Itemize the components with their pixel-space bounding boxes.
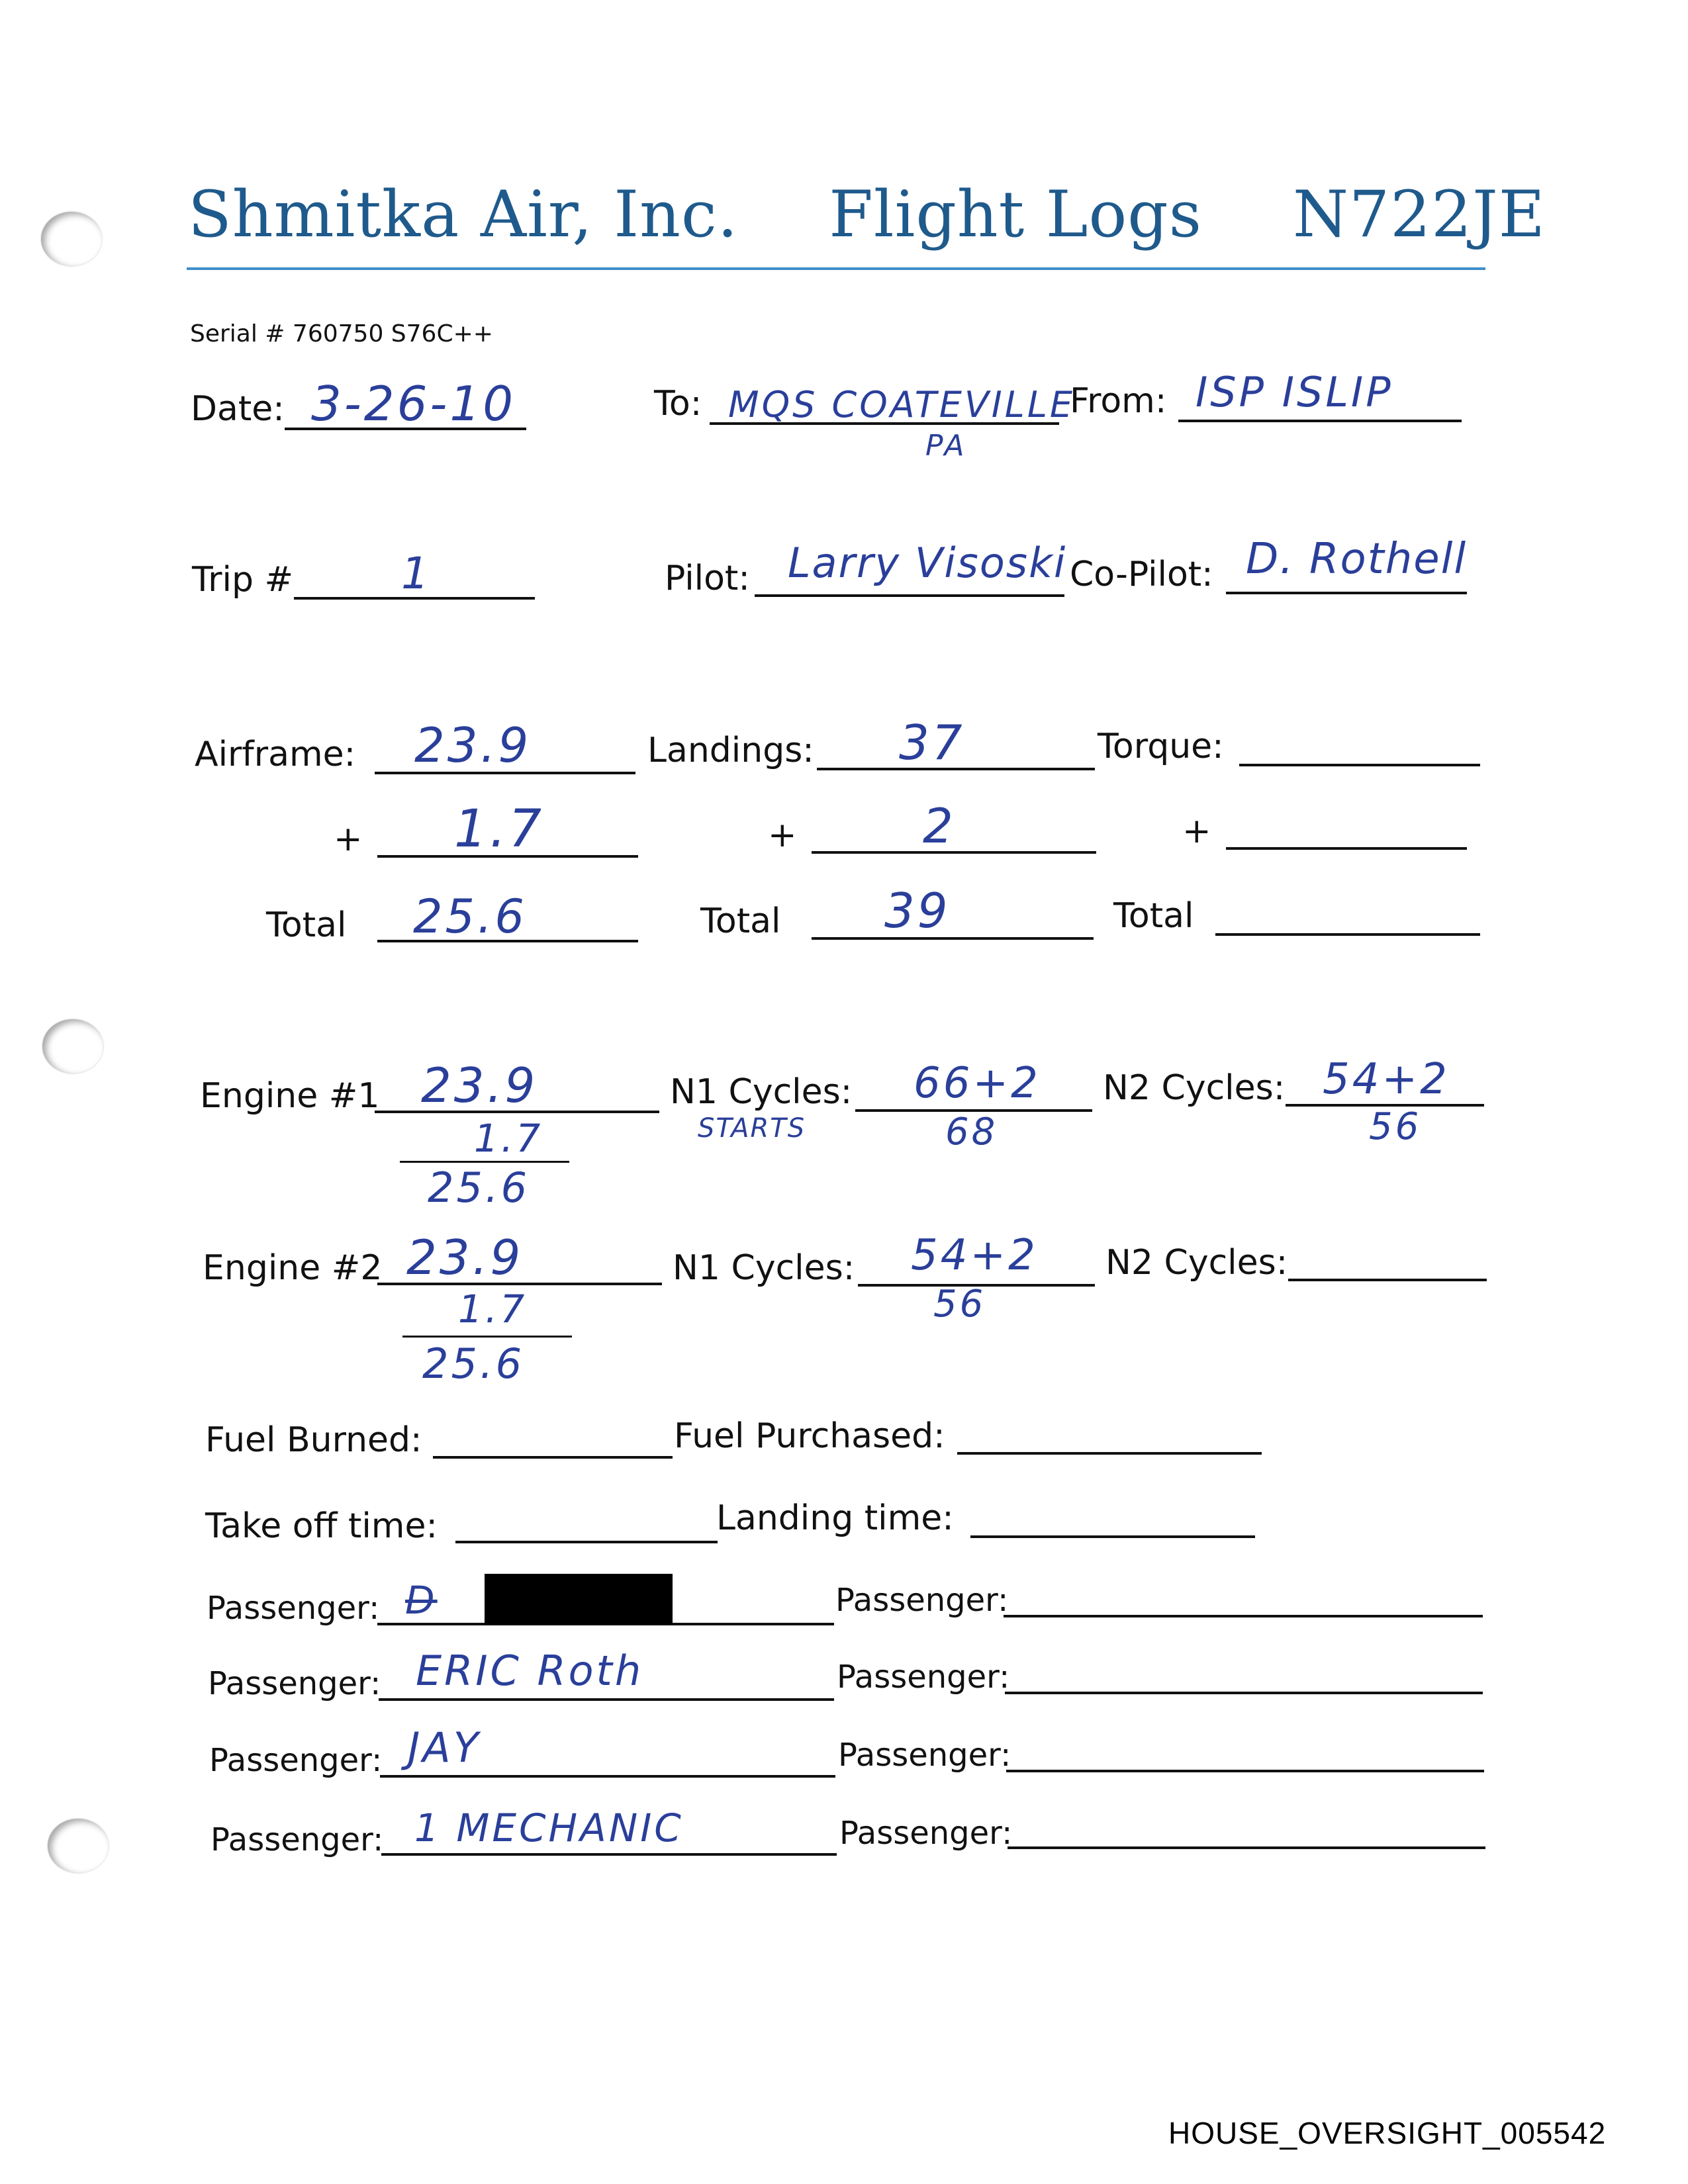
fuel-purchased-label: Fuel Purchased:	[674, 1416, 945, 1456]
engine1-sum-line	[400, 1161, 569, 1163]
airframe-value: 23.9	[414, 717, 532, 773]
engine1-total-value: 25.6	[428, 1163, 530, 1212]
torque-plus-line	[1226, 847, 1467, 850]
passenger-3-label: Passenger:	[209, 1742, 383, 1779]
passenger-4-line	[381, 1853, 837, 1856]
from-label: From:	[1070, 381, 1167, 421]
passenger-1-label: Passenger:	[207, 1590, 380, 1627]
engine1-n1-note: STARTS	[698, 1113, 806, 1144]
passenger-3-line	[380, 1775, 835, 1778]
passenger-2-line	[379, 1698, 834, 1701]
engine1-n2-total-value: 56	[1369, 1105, 1422, 1148]
passenger-1-value: D	[405, 1578, 438, 1623]
landings-value: 37	[899, 715, 965, 770]
passenger-7-label: Passenger:	[838, 1737, 1011, 1774]
document-title: Flight Logs	[829, 177, 1202, 251]
passenger-6-line	[1005, 1692, 1483, 1694]
passenger-2-value: ERIC Roth	[416, 1647, 644, 1695]
engine2-n1-value: 54+2	[911, 1231, 1038, 1280]
engine1-n1-total-value: 68	[945, 1111, 998, 1154]
to-value: MQS COATEVILLE	[728, 384, 1076, 426]
takeoff-time-label: Take off time:	[205, 1506, 438, 1546]
from-line	[1178, 420, 1462, 422]
punch-hole-bottom	[48, 1819, 109, 1873]
airframe-total-label: Total	[266, 905, 347, 945]
passenger-7-line	[1006, 1770, 1484, 1772]
landing-time-line	[970, 1535, 1255, 1538]
engine1-label: Engine #1	[200, 1076, 380, 1116]
engine2-label: Engine #2	[203, 1248, 383, 1288]
to-label: To:	[654, 384, 702, 424]
copilot-line	[1226, 592, 1467, 594]
date-value: 3-26-10	[311, 376, 516, 432]
page-title	[188, 177, 1546, 251]
passenger-4-label: Passenger:	[211, 1821, 384, 1858]
fuel-burned-line	[433, 1456, 673, 1459]
date-label: Date:	[191, 389, 285, 429]
engine2-sum-line	[402, 1336, 572, 1338]
landings-total-value: 39	[884, 883, 951, 938]
passenger-3-value: JAY	[408, 1723, 481, 1772]
takeoff-time-line	[455, 1541, 718, 1543]
trip-label: Trip #	[192, 560, 294, 600]
torque-label: Torque:	[1098, 727, 1224, 766]
airframe-total-value: 25.6	[413, 889, 527, 944]
fuel-purchased-line	[957, 1452, 1262, 1455]
engine2-n1-label: N1 Cycles:	[673, 1248, 855, 1288]
engine1-n1-label: N1 Cycles:	[670, 1072, 853, 1112]
torque-line	[1239, 764, 1480, 766]
passenger-8-line	[1008, 1846, 1485, 1849]
punch-hole-top	[41, 212, 102, 266]
trip-value: 1	[401, 548, 432, 599]
passenger-4-value: 1 MECHANIC	[414, 1805, 684, 1850]
landings-total-label: Total	[700, 901, 781, 941]
torque-plus-label: +	[1182, 811, 1211, 851]
to-state-value: PA	[925, 429, 967, 463]
tail-number: N722JE	[1292, 177, 1546, 251]
landings-total-line	[812, 937, 1094, 940]
pilot-line	[755, 594, 1064, 597]
title-rule	[187, 267, 1485, 270]
landings-plus-value: 2	[923, 798, 956, 854]
passenger-5-label: Passenger:	[835, 1582, 1009, 1619]
engine2-plus-value: 1.7	[458, 1287, 528, 1332]
passenger-8-label: Passenger:	[839, 1815, 1013, 1852]
engine1-plus-value: 1.7	[474, 1116, 543, 1161]
engine2-total-value: 25.6	[422, 1340, 525, 1388]
engine2-value: 23.9	[406, 1230, 524, 1285]
torque-total-line	[1215, 933, 1480, 936]
engine1-n1-value: 66+2	[914, 1059, 1041, 1108]
engine1-value: 23.9	[421, 1058, 538, 1113]
pilot-label: Pilot:	[665, 559, 750, 598]
engine2-n2-line	[1288, 1279, 1487, 1281]
landing-time-label: Landing time:	[716, 1498, 954, 1538]
copilot-label: Co-Pilot:	[1070, 555, 1213, 594]
landings-label: Landings:	[647, 731, 814, 770]
copilot-value: D. Rothell	[1246, 535, 1468, 584]
landings-plus-label: +	[768, 815, 797, 855]
serial-number: Serial # 760750 S76C++	[190, 320, 493, 347]
engine2-n2-label: N2 Cycles:	[1105, 1243, 1288, 1283]
bates-number: HOUSE_OVERSIGHT_005542	[1168, 2116, 1607, 2150]
redaction-box	[485, 1574, 673, 1624]
punch-hole-middle	[42, 1019, 103, 1073]
passenger-2-label: Passenger:	[208, 1665, 381, 1702]
airframe-plus-label: +	[334, 819, 363, 859]
from-value: ISP ISLIP	[1196, 368, 1393, 416]
airframe-label: Airframe:	[195, 735, 356, 774]
passenger-6-label: Passenger:	[837, 1659, 1010, 1696]
engine1-n2-label: N2 Cycles:	[1103, 1068, 1286, 1108]
company-name: Shmitka Air, Inc.	[188, 177, 739, 251]
pilot-value: Larry Visoski	[788, 539, 1067, 587]
passenger-5-line	[1004, 1615, 1483, 1617]
engine1-n2-value: 54+2	[1323, 1055, 1450, 1104]
fuel-burned-label: Fuel Burned:	[205, 1420, 422, 1460]
airframe-plus-value: 1.7	[454, 799, 545, 859]
torque-total-label: Total	[1113, 896, 1194, 936]
engine2-n1-total-value: 56	[933, 1283, 986, 1326]
